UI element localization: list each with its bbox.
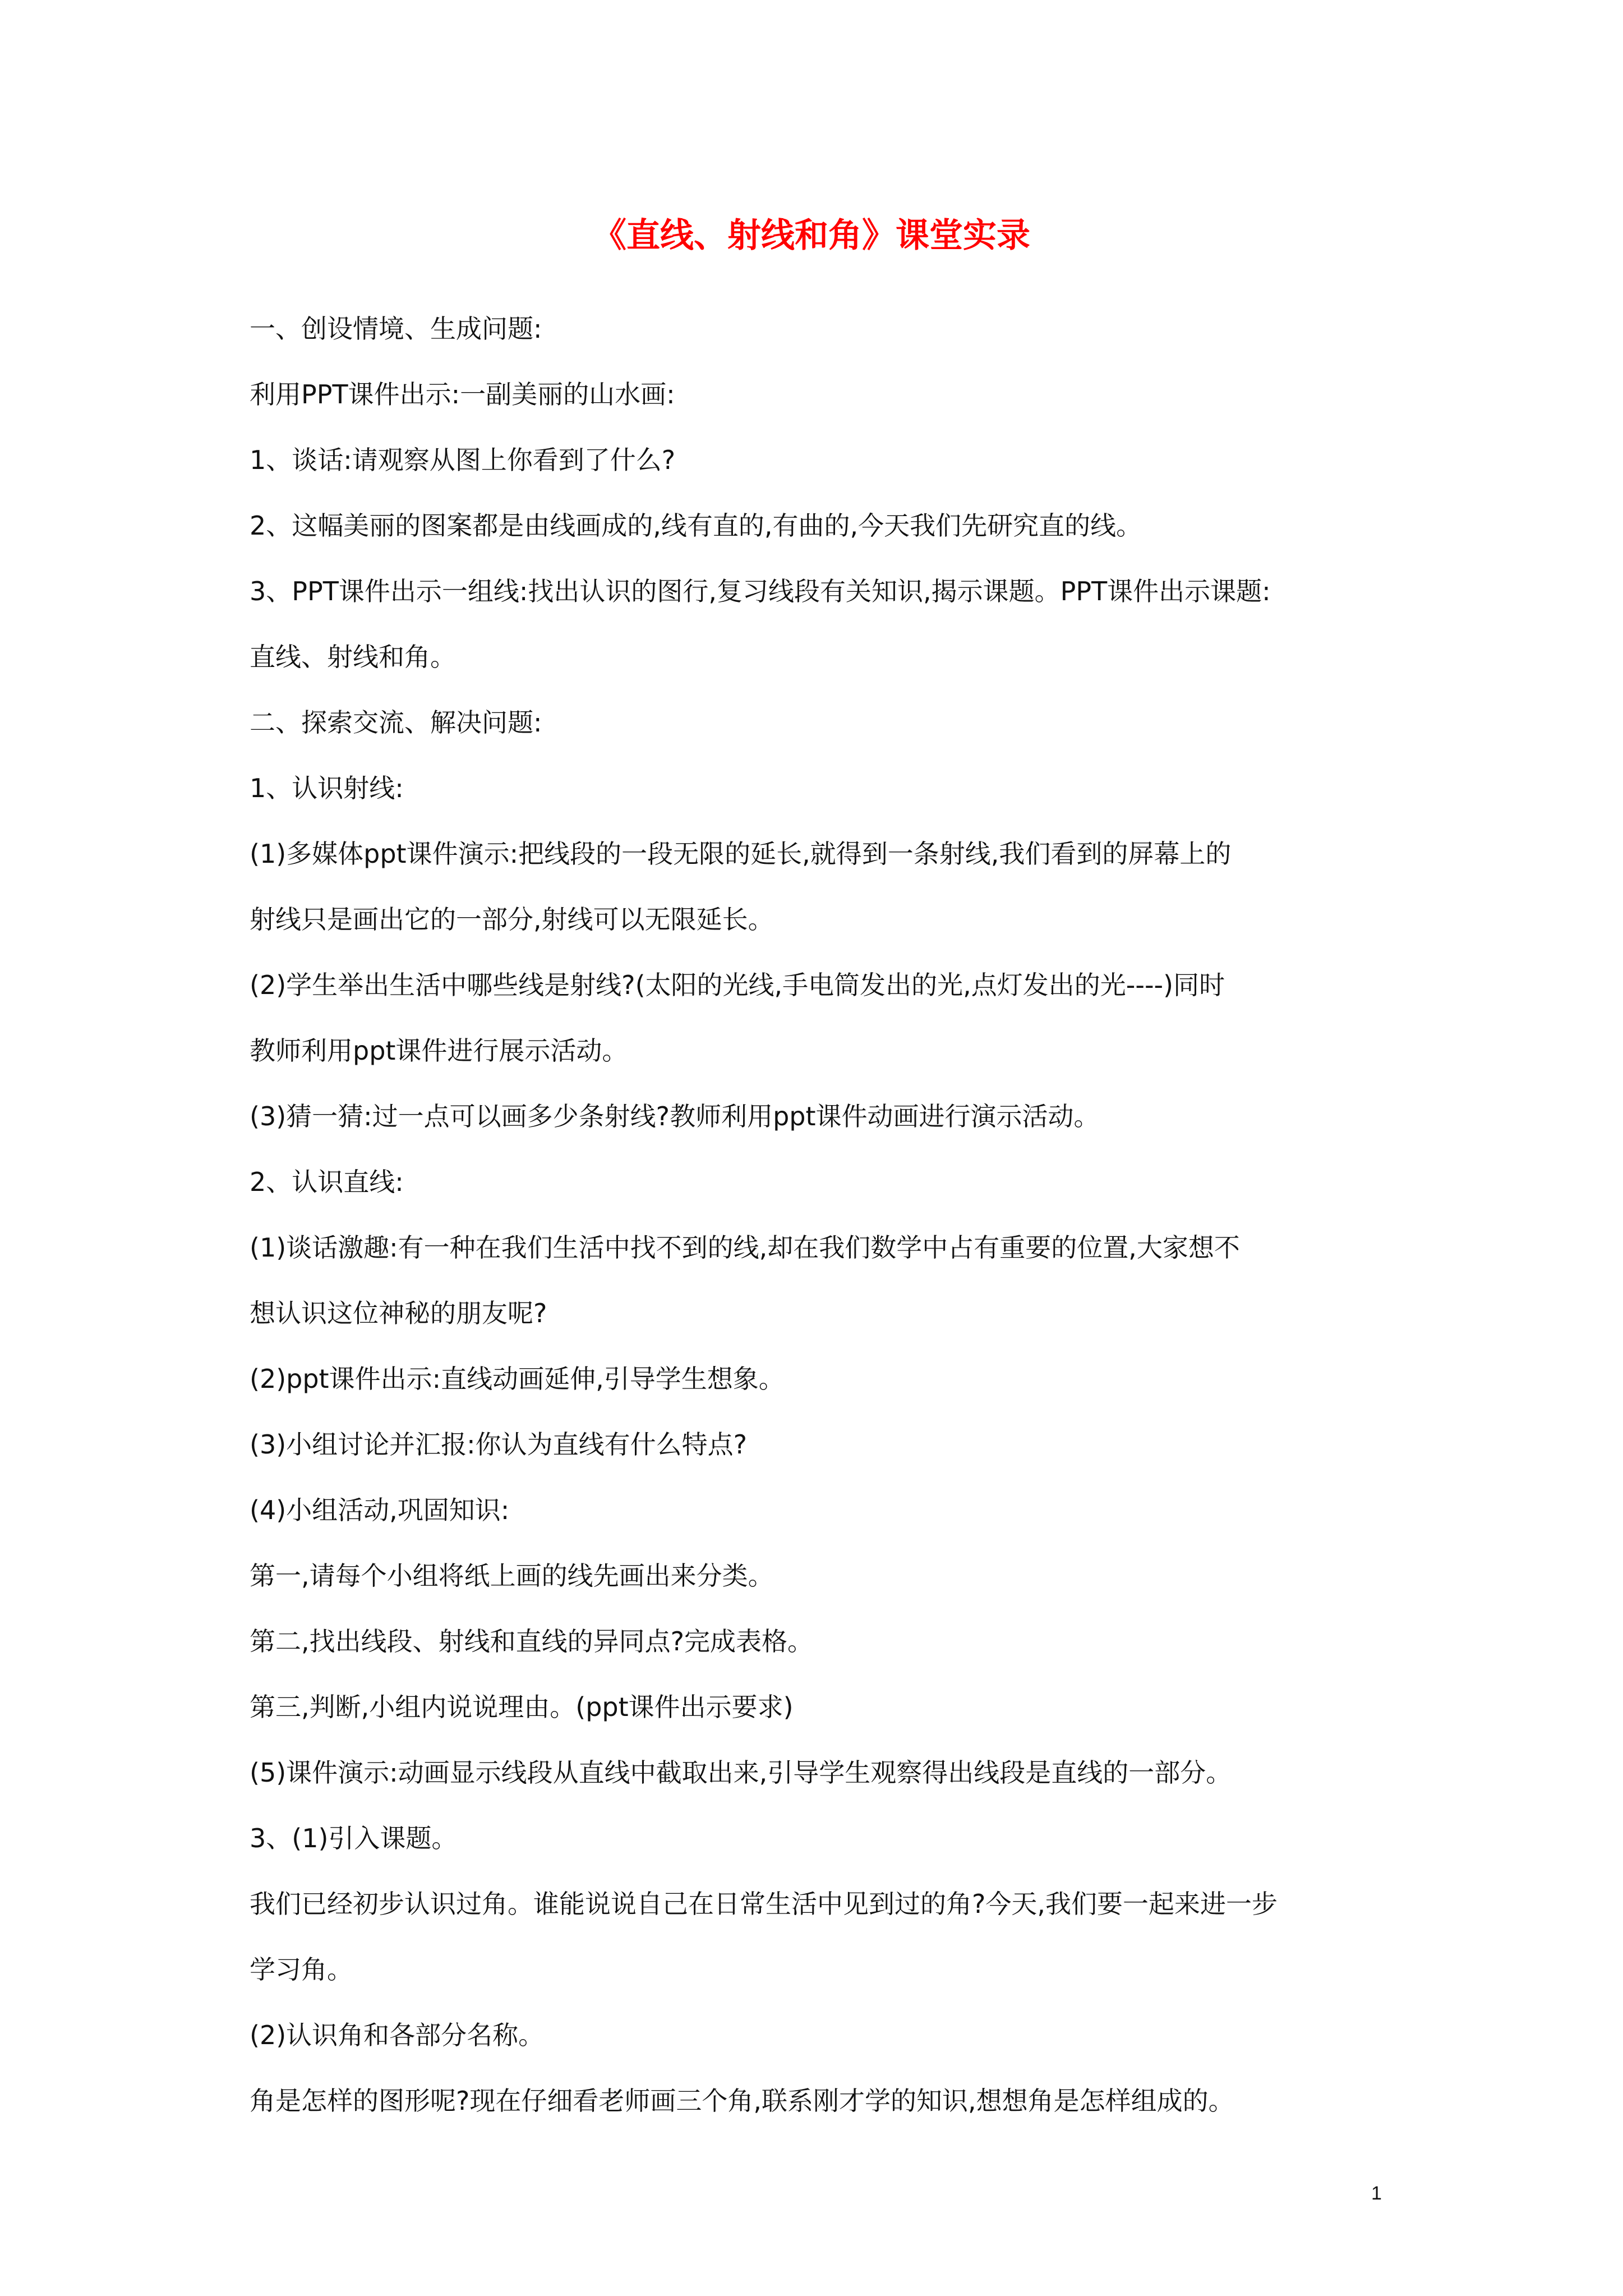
document-body bbox=[250, 296, 1405, 2134]
body-line: 第三,判断,小组内说说理由。(ppt课件出示要求) bbox=[250, 1692, 794, 1722]
body-line: (4)小组活动,巩固知识: bbox=[250, 1495, 510, 1525]
body-line: (3)小组讨论并汇报:你认为直线有什么特点? bbox=[250, 1429, 748, 1460]
body-line: 二、探索交流、解决问题: bbox=[250, 707, 542, 738]
body-line: 1、认识射线: bbox=[250, 773, 404, 803]
body-line: (3)猜一猜:过一点可以画多少条射线?教师利用ppt课件动画进行演示活动。 bbox=[250, 1101, 1100, 1131]
body-line: 第一,请每个小组将纸上画的线先画出来分类。 bbox=[250, 1561, 774, 1591]
body-line: 射线只是画出它的一部分,射线可以无限延长。 bbox=[250, 904, 774, 935]
body-line: 3、PPT课件出示一组线:找出认识的图行,复习线段有关知识,揭示课题。PPT课件出示课题: bbox=[250, 576, 1271, 606]
body-line: 第二,找出线段、射线和直线的异同点?完成表格。 bbox=[250, 1626, 814, 1657]
body-line: (1)多媒体ppt课件演示:把线段的一段无限的延长,就得到一条射线,我们看到的屏幕上的 bbox=[250, 839, 1232, 869]
body-line: 直线、射线和角。 bbox=[250, 642, 456, 672]
body-line: 3、(1)引入课题。 bbox=[250, 1823, 458, 1853]
body-line: (2)认识角和各部分名称。 bbox=[250, 2020, 545, 2050]
body-line: (2)ppt课件出示:直线动画延伸,引导学生想象。 bbox=[250, 1364, 785, 1394]
body-line: 利用PPT课件出示:一副美丽的山水画: bbox=[250, 379, 675, 409]
body-line: 教师利用ppt课件进行展示活动。 bbox=[250, 1036, 628, 1066]
body-line: 1、谈话:请观察从图上你看到了什么? bbox=[250, 445, 676, 475]
document-title: 《直线、射线和角》课堂实录 bbox=[593, 216, 1030, 255]
body-line: (2)学生举出生活中哪些线是射线?(太阳的光线,手电筒发出的光,点灯发出的光----)同时 bbox=[250, 970, 1225, 1000]
body-line: 2、这幅美丽的图案都是由线画成的,线有直的,有曲的,今天我们先研究直的线。 bbox=[250, 510, 1142, 541]
page-number: 1 bbox=[1371, 2183, 1382, 2204]
body-line: 2、认识直线: bbox=[250, 1167, 404, 1197]
body-line: 一、创设情境、生成问题: bbox=[250, 314, 542, 344]
body-line: 角是怎样的图形呢?现在仔细看老师画三个角,联系刚才学的知识,想想角是怎样组成的。 bbox=[250, 2086, 1234, 2116]
body-line: 学习角。 bbox=[250, 1954, 353, 1985]
body-line: (1)谈话激趣:有一种在我们生活中找不到的线,却在我们数学中占有重要的位置,大家想不 bbox=[250, 1232, 1240, 1263]
body-line: 想认识这位神秘的朋友呢? bbox=[250, 1298, 547, 1328]
body-line: 我们已经初步认识过角。谁能说说自己在日常生活中见到过的角?今天,我们要一起来进一步 bbox=[250, 1889, 1278, 1919]
body-line: (5)课件演示:动画显示线段从直线中截取出来,引导学生观察得出线段是直线的一部分。 bbox=[250, 1757, 1232, 1788]
